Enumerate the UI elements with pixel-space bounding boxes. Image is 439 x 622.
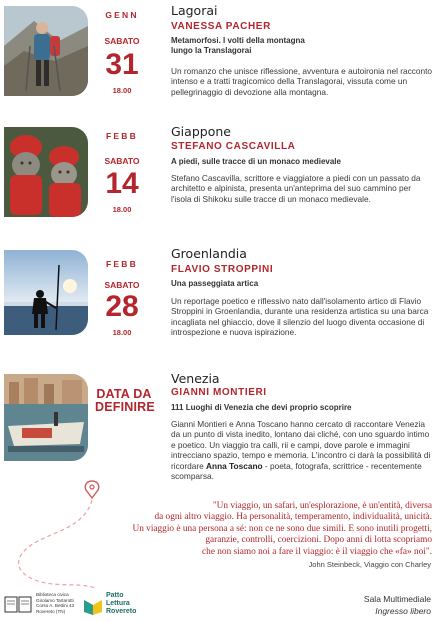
entry-info: Ingresso libero xyxy=(375,606,431,616)
library-name: Biblioteca civica xyxy=(36,592,69,597)
event-day: 31 xyxy=(105,48,139,81)
book-icon xyxy=(4,594,32,614)
event-photo-jizo-statues xyxy=(4,127,88,217)
event-subtitle: 111 Luoghi di Venezia che devi proprio scoprire xyxy=(171,403,352,412)
venue-info xyxy=(364,593,431,617)
library-city: Rovereto (TN) xyxy=(36,608,66,614)
event-month: GENN xyxy=(105,10,139,20)
event-description: Un reportage poetico e riflessivo nato dall'isolamento artico di Flavio Stroppini in Groenlandia, durante una residenza artistica su una barca incagliata nel ghiaccio, dove il silenzio del luogo diventa occasione di introspezione e nuova ispirazione. xyxy=(171,296,429,338)
event-author: VANESSA PACHER xyxy=(171,21,271,32)
event-weekday: SABATO xyxy=(104,280,140,290)
event-description xyxy=(171,419,433,481)
event-time: 18.00 xyxy=(112,328,132,337)
event-month: FEBB xyxy=(106,259,138,269)
event-author: STEFANO CASCAVILLA xyxy=(171,141,296,152)
patto-logo-text: Patto xyxy=(106,592,124,599)
library-name-2: Girolamo Tartarotti xyxy=(36,597,74,603)
event-subtitle-line: Metamorfosi. I volti della montagna xyxy=(171,36,305,45)
event-weekday: SABATO xyxy=(104,36,140,46)
event-time: 18.00 xyxy=(112,205,132,214)
patto-lettura-logo xyxy=(82,592,152,618)
event-subtitle xyxy=(171,36,431,56)
event-subtitle-line: lungo la Translagorai xyxy=(171,46,252,55)
event-author: GIANNI MONTIERI xyxy=(171,387,267,398)
event-description-text: - poeta, fotografa, scrittrice - recentemente scomparsa. xyxy=(171,460,422,482)
map-pin-icon xyxy=(85,481,99,498)
library-address xyxy=(36,592,88,614)
event-description: Un romanzo che unisce riflessione, avventura e autoironia nel racconto intenso e a tratti tragicomico della Translagorai, vissuta come un pellegrinaggio di devozione alla montagna. xyxy=(171,66,433,97)
quote-citation: John Steinbeck, Viaggio con Charley xyxy=(308,560,431,569)
event-description: Stefano Cascavilla, scrittore e viaggiatore a piedi con un passato da architetto e alpinista, presenta un'anteprima del suo cammino per l'isola di Shikoku sulle tracce di un monaco medievale. xyxy=(171,173,421,204)
quote-line: "Un viaggio, un safari, un'esplorazione, è un'entità, diversa xyxy=(212,501,432,511)
open-book-icon xyxy=(82,594,104,616)
event-day: 14 xyxy=(105,167,139,200)
event-weekday: SABATO xyxy=(104,156,140,166)
event-photo-venice-boat xyxy=(4,374,88,461)
event-day: 28 xyxy=(105,290,139,323)
event-month: FEBB xyxy=(106,131,138,141)
event-photo-arctic-walker xyxy=(4,250,88,335)
event-date-tbd-line1: DATA DA xyxy=(96,387,152,401)
event-description-text: Gianni Montieri e Anna Toscano hanno cercato di raccontare Venezia da un punto di vista inedito, lontano dai cliché, con uno sguardo intimo e poetico. Un viaggio tra calli, rii e campi, dove parole e immagini intrecciano spazio, tempo e memoria. L'incontro ci darà la possibilità di ricordare xyxy=(171,419,431,471)
event-time: 18.00 xyxy=(112,86,132,95)
event-photo-hiker xyxy=(4,6,88,96)
library-logo xyxy=(4,594,32,614)
event-date-tbd-line2: DEFINIRE xyxy=(95,400,155,414)
quote-line: da ogni altro viaggio. Ha personalità, temperamento, individualità, unicità. xyxy=(154,512,432,523)
event-author: FLAVIO STROPPINI xyxy=(171,264,274,275)
event-subtitle: A piedi, sulle tracce di un monaco medievale xyxy=(171,157,341,166)
event-place: Giappone xyxy=(171,124,231,139)
patto-logo-text: Lettura xyxy=(106,599,130,607)
quote-line: Un viaggio è una persona a sé: non ce ne sono due simili. E sono inutili progetti, xyxy=(132,523,432,534)
library-street: Corso A. Bettini 43 xyxy=(36,603,75,609)
event-subtitle: Una passeggiata artica xyxy=(171,279,259,288)
steinbeck-quote xyxy=(96,501,432,558)
event-place: Groenlandia xyxy=(171,246,247,261)
quote-line: che non siamo noi a fare il viaggio: è il viaggio che «fa» noi". xyxy=(202,546,432,557)
quote-line: garanzie, controlli, coercizioni. Dopo anni di lotta scopriamo xyxy=(205,535,432,546)
venue-name: Sala Multimediale xyxy=(363,594,431,604)
event-place: Lagorai xyxy=(171,3,218,18)
event-place: Venezia xyxy=(171,371,220,386)
event-description-highlight: Anna Toscano xyxy=(206,460,263,471)
patto-logo-text: Rovereto xyxy=(106,607,137,615)
